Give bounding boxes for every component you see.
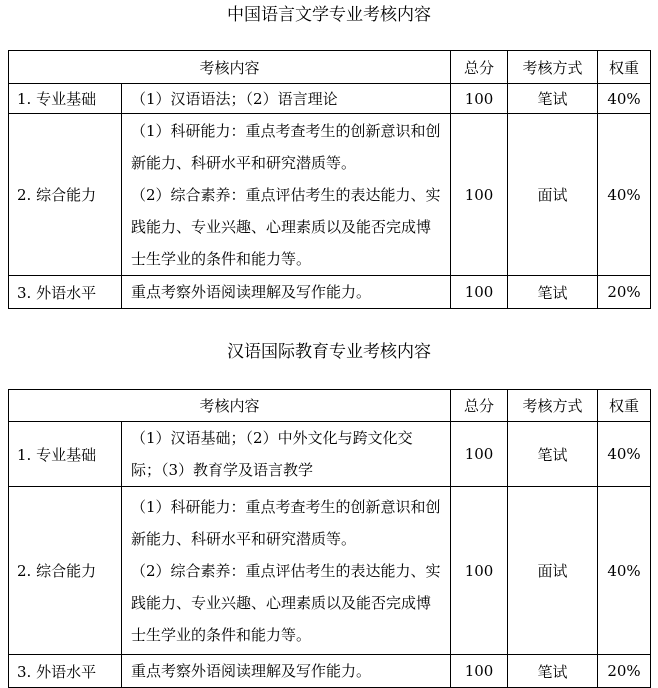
item-name: 2. 综合能力 — [9, 487, 122, 655]
item-weight: 20% — [598, 276, 651, 309]
header-method: 考核方式 — [508, 51, 598, 84]
item-score: 100 — [451, 84, 508, 114]
description-paragraph: 重点考察外语阅读理解及写作能力。 — [131, 662, 372, 680]
item-name: 1. 专业基础 — [9, 84, 122, 114]
item-weight: 40% — [598, 114, 651, 276]
table-row — [9, 422, 651, 487]
description-paragraph: （2）综合素养：重点评估考生的表达能力、实践能力、专业兴趣、心理素质以及能否完成博士生学业的条件和能力等。 — [131, 185, 441, 268]
description-paragraph: （1）汉语语法；（2）语言理论 — [131, 89, 338, 108]
item-score: 100 — [451, 422, 508, 487]
assessment-table-chinese-literature — [8, 50, 651, 309]
table-header-row — [9, 51, 651, 84]
description-paragraph: （2）综合素养：重点评估考生的表达能力、实践能力、专业兴趣、心理素质以及能否完成博士生学业的条件和能力等。 — [131, 561, 441, 644]
item-description — [122, 84, 451, 114]
item-method: 面试 — [508, 487, 598, 655]
item-weight: 20% — [598, 655, 651, 688]
table-row — [9, 487, 651, 655]
item-weight: 40% — [598, 487, 651, 655]
item-description — [122, 114, 451, 276]
item-method: 笔试 — [508, 422, 598, 487]
header-method: 考核方式 — [508, 390, 598, 422]
description-paragraph: （1）汉语基础；（2）中外文化与跨文化交际；（3）教育学及语言教学 — [131, 429, 413, 479]
item-score: 100 — [451, 655, 508, 688]
header-weight: 权重 — [598, 390, 651, 422]
item-weight: 40% — [598, 84, 651, 114]
item-description — [122, 276, 451, 309]
table-header-row — [9, 390, 651, 422]
table-row — [9, 655, 651, 688]
item-description — [122, 487, 451, 655]
item-method: 面试 — [508, 114, 598, 276]
item-name: 2. 综合能力 — [9, 114, 122, 276]
item-score: 100 — [451, 487, 508, 655]
table-row — [9, 276, 651, 309]
header-weight: 权重 — [598, 51, 651, 84]
item-description — [122, 655, 451, 688]
item-name: 3. 外语水平 — [9, 655, 122, 688]
item-weight: 40% — [598, 422, 651, 487]
table-row — [9, 114, 651, 276]
header-score: 总分 — [451, 51, 508, 84]
section-title-international-chinese-education: 汉语国际教育专业考核内容 — [227, 342, 431, 362]
description-paragraph: （1）科研能力：重点考查考生的创新意识和创新能力、科研水平和研究潜质等。 — [131, 497, 441, 548]
item-name: 3. 外语水平 — [9, 276, 122, 309]
table-row — [9, 84, 651, 114]
assessment-table-international-chinese-education — [8, 389, 651, 688]
item-score: 100 — [451, 276, 508, 309]
description-paragraph: （1）科研能力：重点考查考生的创新意识和创新能力、科研水平和研究潜质等。 — [131, 121, 441, 172]
section-title-chinese-literature: 中国语言文学专业考核内容 — [227, 5, 431, 25]
item-score: 100 — [451, 114, 508, 276]
item-name: 1. 专业基础 — [9, 422, 122, 487]
description-paragraph: 重点考察外语阅读理解及写作能力。 — [131, 283, 372, 301]
header-content: 考核内容 — [9, 390, 451, 422]
item-method: 笔试 — [508, 655, 598, 688]
item-method: 笔试 — [508, 84, 598, 114]
header-score: 总分 — [451, 390, 508, 422]
item-description — [122, 422, 451, 487]
header-content: 考核内容 — [9, 51, 451, 84]
item-method: 笔试 — [508, 276, 598, 309]
